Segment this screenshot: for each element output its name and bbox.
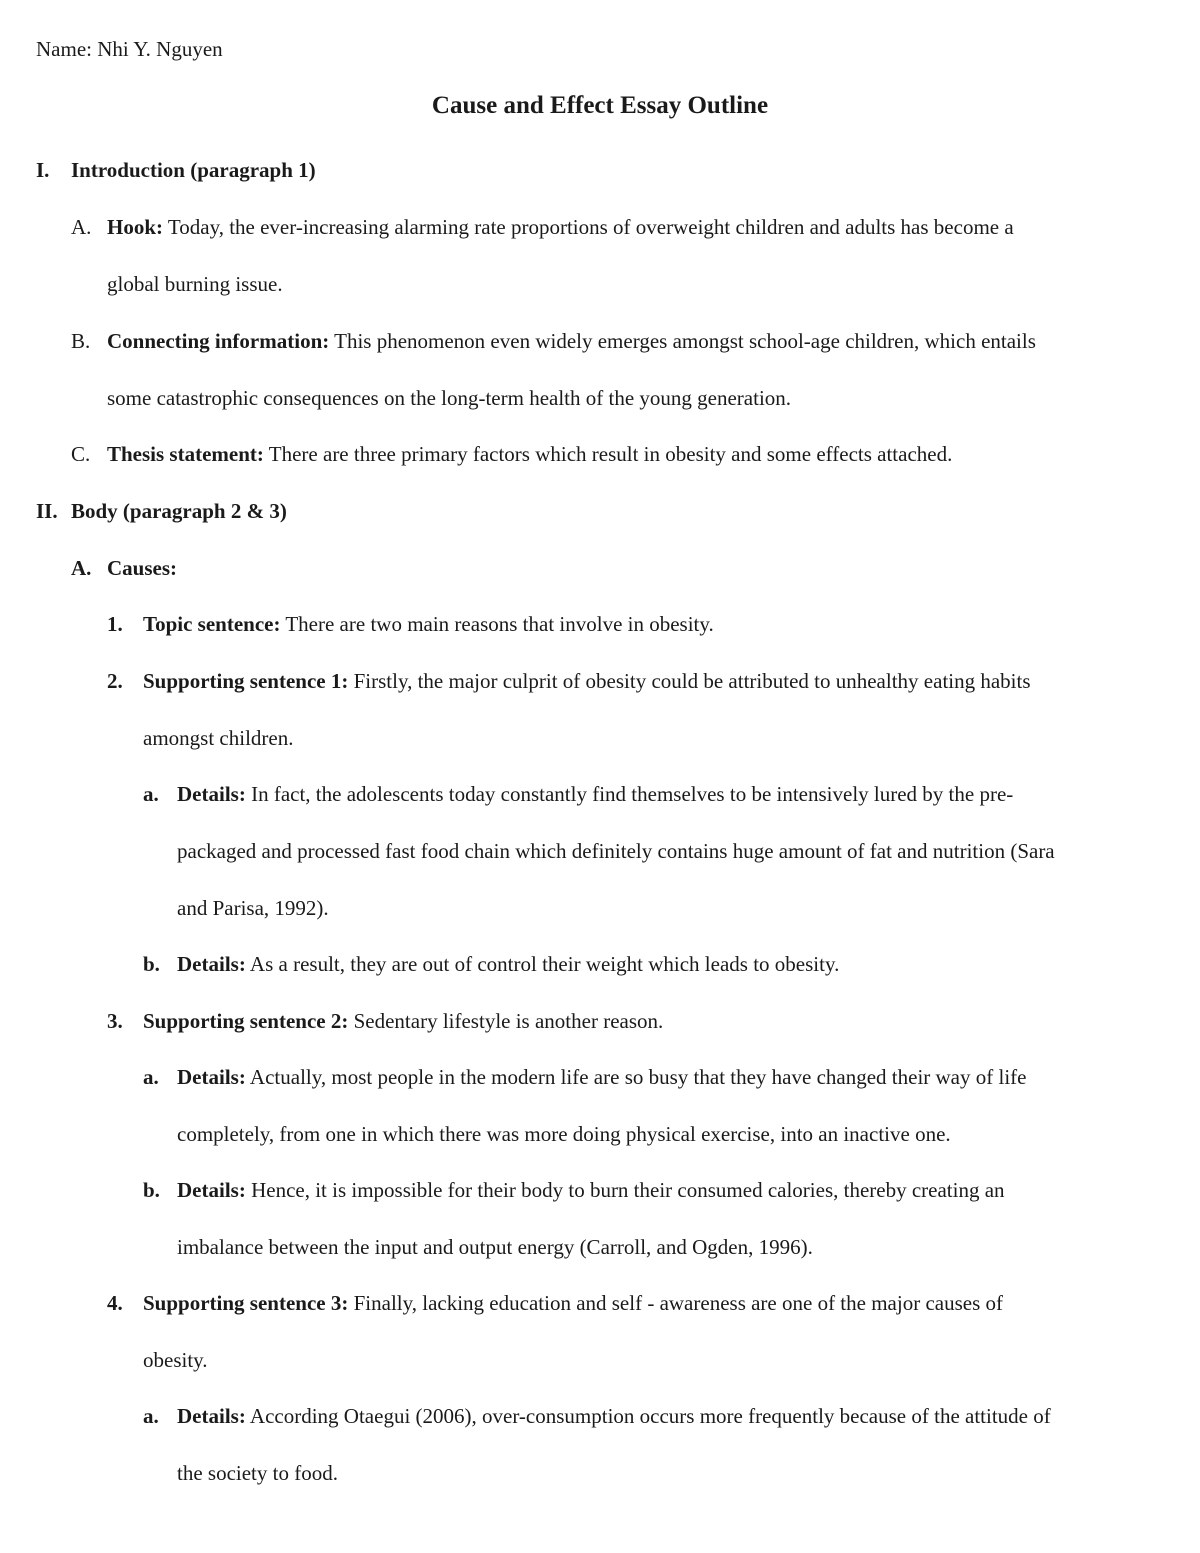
support-1-text-1: Firstly, the major culprit of obesity could be attributed to unhealthy eating habits (353, 669, 1031, 693)
support-3-line-1 (143, 1291, 1003, 1315)
section-1-marker: I. (36, 158, 50, 182)
support-2-marker: 3. (107, 1009, 123, 1033)
support-3-label: Supporting sentence 3: (143, 1291, 349, 1315)
support-3-detail-a-marker: a. (143, 1404, 159, 1428)
causes-marker: A. (71, 556, 92, 580)
support-1-detail-b-text-1: As a result, they are out of control their weight which leads to obesity. (249, 952, 840, 976)
section-2-marker: II. (36, 499, 58, 523)
support-3-detail-a-text-1: According Otaegui (2006), over-consumption occurs more frequently because of the attitude of (249, 1404, 1051, 1428)
support-3-detail-a-label: Details: (177, 1404, 246, 1428)
support-1-detail-a-marker: a. (143, 782, 159, 806)
hook-marker: A. (71, 215, 92, 239)
support-1-label: Supporting sentence 1: (143, 669, 349, 693)
topic-text-1: There are two main reasons that involve in obesity. (285, 612, 714, 636)
support-2-detail-b-text-2: imbalance between the input and output energy (Carroll, and Ogden, 1996). (177, 1235, 813, 1259)
support-1-marker: 2. (107, 669, 123, 693)
support-2-label: Supporting sentence 2: (143, 1009, 349, 1033)
support-3-detail-a-text-2: the society to food. (177, 1461, 338, 1485)
support-1-detail-b-marker: b. (143, 952, 160, 976)
support-2-detail-b-marker: b. (143, 1178, 160, 1202)
hook-text-1: Today, the ever-increasing alarming rate proportions of overweight children and adults has become a (167, 215, 1014, 239)
thesis-label: Thesis statement: (107, 442, 264, 466)
support-2-detail-b-label: Details: (177, 1178, 246, 1202)
connecting-text-1: This phenomenon even widely emerges amongst school-age children, which entails (334, 329, 1036, 353)
thesis-text-1: There are three primary factors which result in obesity and some effects attached. (268, 442, 953, 466)
section-2-heading: Body (paragraph 2 & 3) (71, 499, 287, 523)
support-2-text-1: Sedentary lifestyle is another reason. (353, 1009, 664, 1033)
section-1-heading: Introduction (paragraph 1) (71, 158, 316, 182)
connecting-line-1 (107, 329, 1036, 353)
connecting-label: Connecting information: (107, 329, 330, 353)
support-1-detail-b-label: Details: (177, 952, 246, 976)
author-name: Name: Nhi Y. Nguyen (36, 37, 223, 61)
support-2-line-1 (143, 1009, 663, 1033)
support-1-detail-b-line-1 (177, 952, 839, 976)
support-3-marker: 4. (107, 1291, 123, 1315)
support-1-detail-a-text-3: and Parisa, 1992). (177, 896, 329, 920)
support-2-detail-a-text-2: completely, from one in which there was more doing physical exercise, into an inactive one. (177, 1122, 951, 1146)
hook-text-2: global burning issue. (107, 272, 283, 296)
topic-label: Topic sentence: (143, 612, 281, 636)
thesis-marker: C. (71, 442, 91, 466)
support-1-detail-a-text-2: packaged and processed fast food chain which definitely contains huge amount of fat and nutrition (Sara (177, 839, 1055, 863)
support-1-detail-a-label: Details: (177, 782, 246, 806)
support-3-text-1: Finally, lacking education and self - awareness are one of the major causes of (353, 1291, 1003, 1315)
support-2-detail-a-line-1 (177, 1065, 1026, 1089)
page-title: Cause and Effect Essay Outline (431, 92, 769, 119)
connecting-marker: B. (71, 329, 91, 353)
support-2-detail-b-text-1: Hence, it is impossible for their body to burn their consumed calories, thereby creating an (251, 1178, 1005, 1202)
support-1-detail-a-line-1 (177, 782, 1013, 806)
connecting-text-2: some catastrophic consequences on the long-term health of the young generation. (107, 386, 792, 410)
hook-line-1 (107, 215, 1014, 239)
support-2-detail-a-marker: a. (143, 1065, 159, 1089)
support-3-text-2: obesity. (143, 1348, 208, 1372)
support-1-line-1 (143, 669, 1031, 693)
support-2-detail-b-line-1 (177, 1178, 1005, 1202)
support-1-text-2: amongst children. (143, 726, 294, 750)
support-1-detail-a-text-1: In fact, the adolescents today constantly find themselves to be intensively lured by the pre- (251, 782, 1014, 806)
hook-label: Hook: (107, 215, 164, 239)
support-2-detail-a-text-1: Actually, most people in the modern life are so busy that they have changed their way of life (249, 1065, 1027, 1089)
support-3-detail-a-line-1 (177, 1404, 1051, 1428)
topic-marker: 1. (107, 612, 123, 636)
causes-label: Causes: (107, 556, 178, 580)
support-2-detail-a-label: Details: (177, 1065, 246, 1089)
topic-line-1 (143, 612, 714, 636)
thesis-line-1 (107, 442, 952, 466)
